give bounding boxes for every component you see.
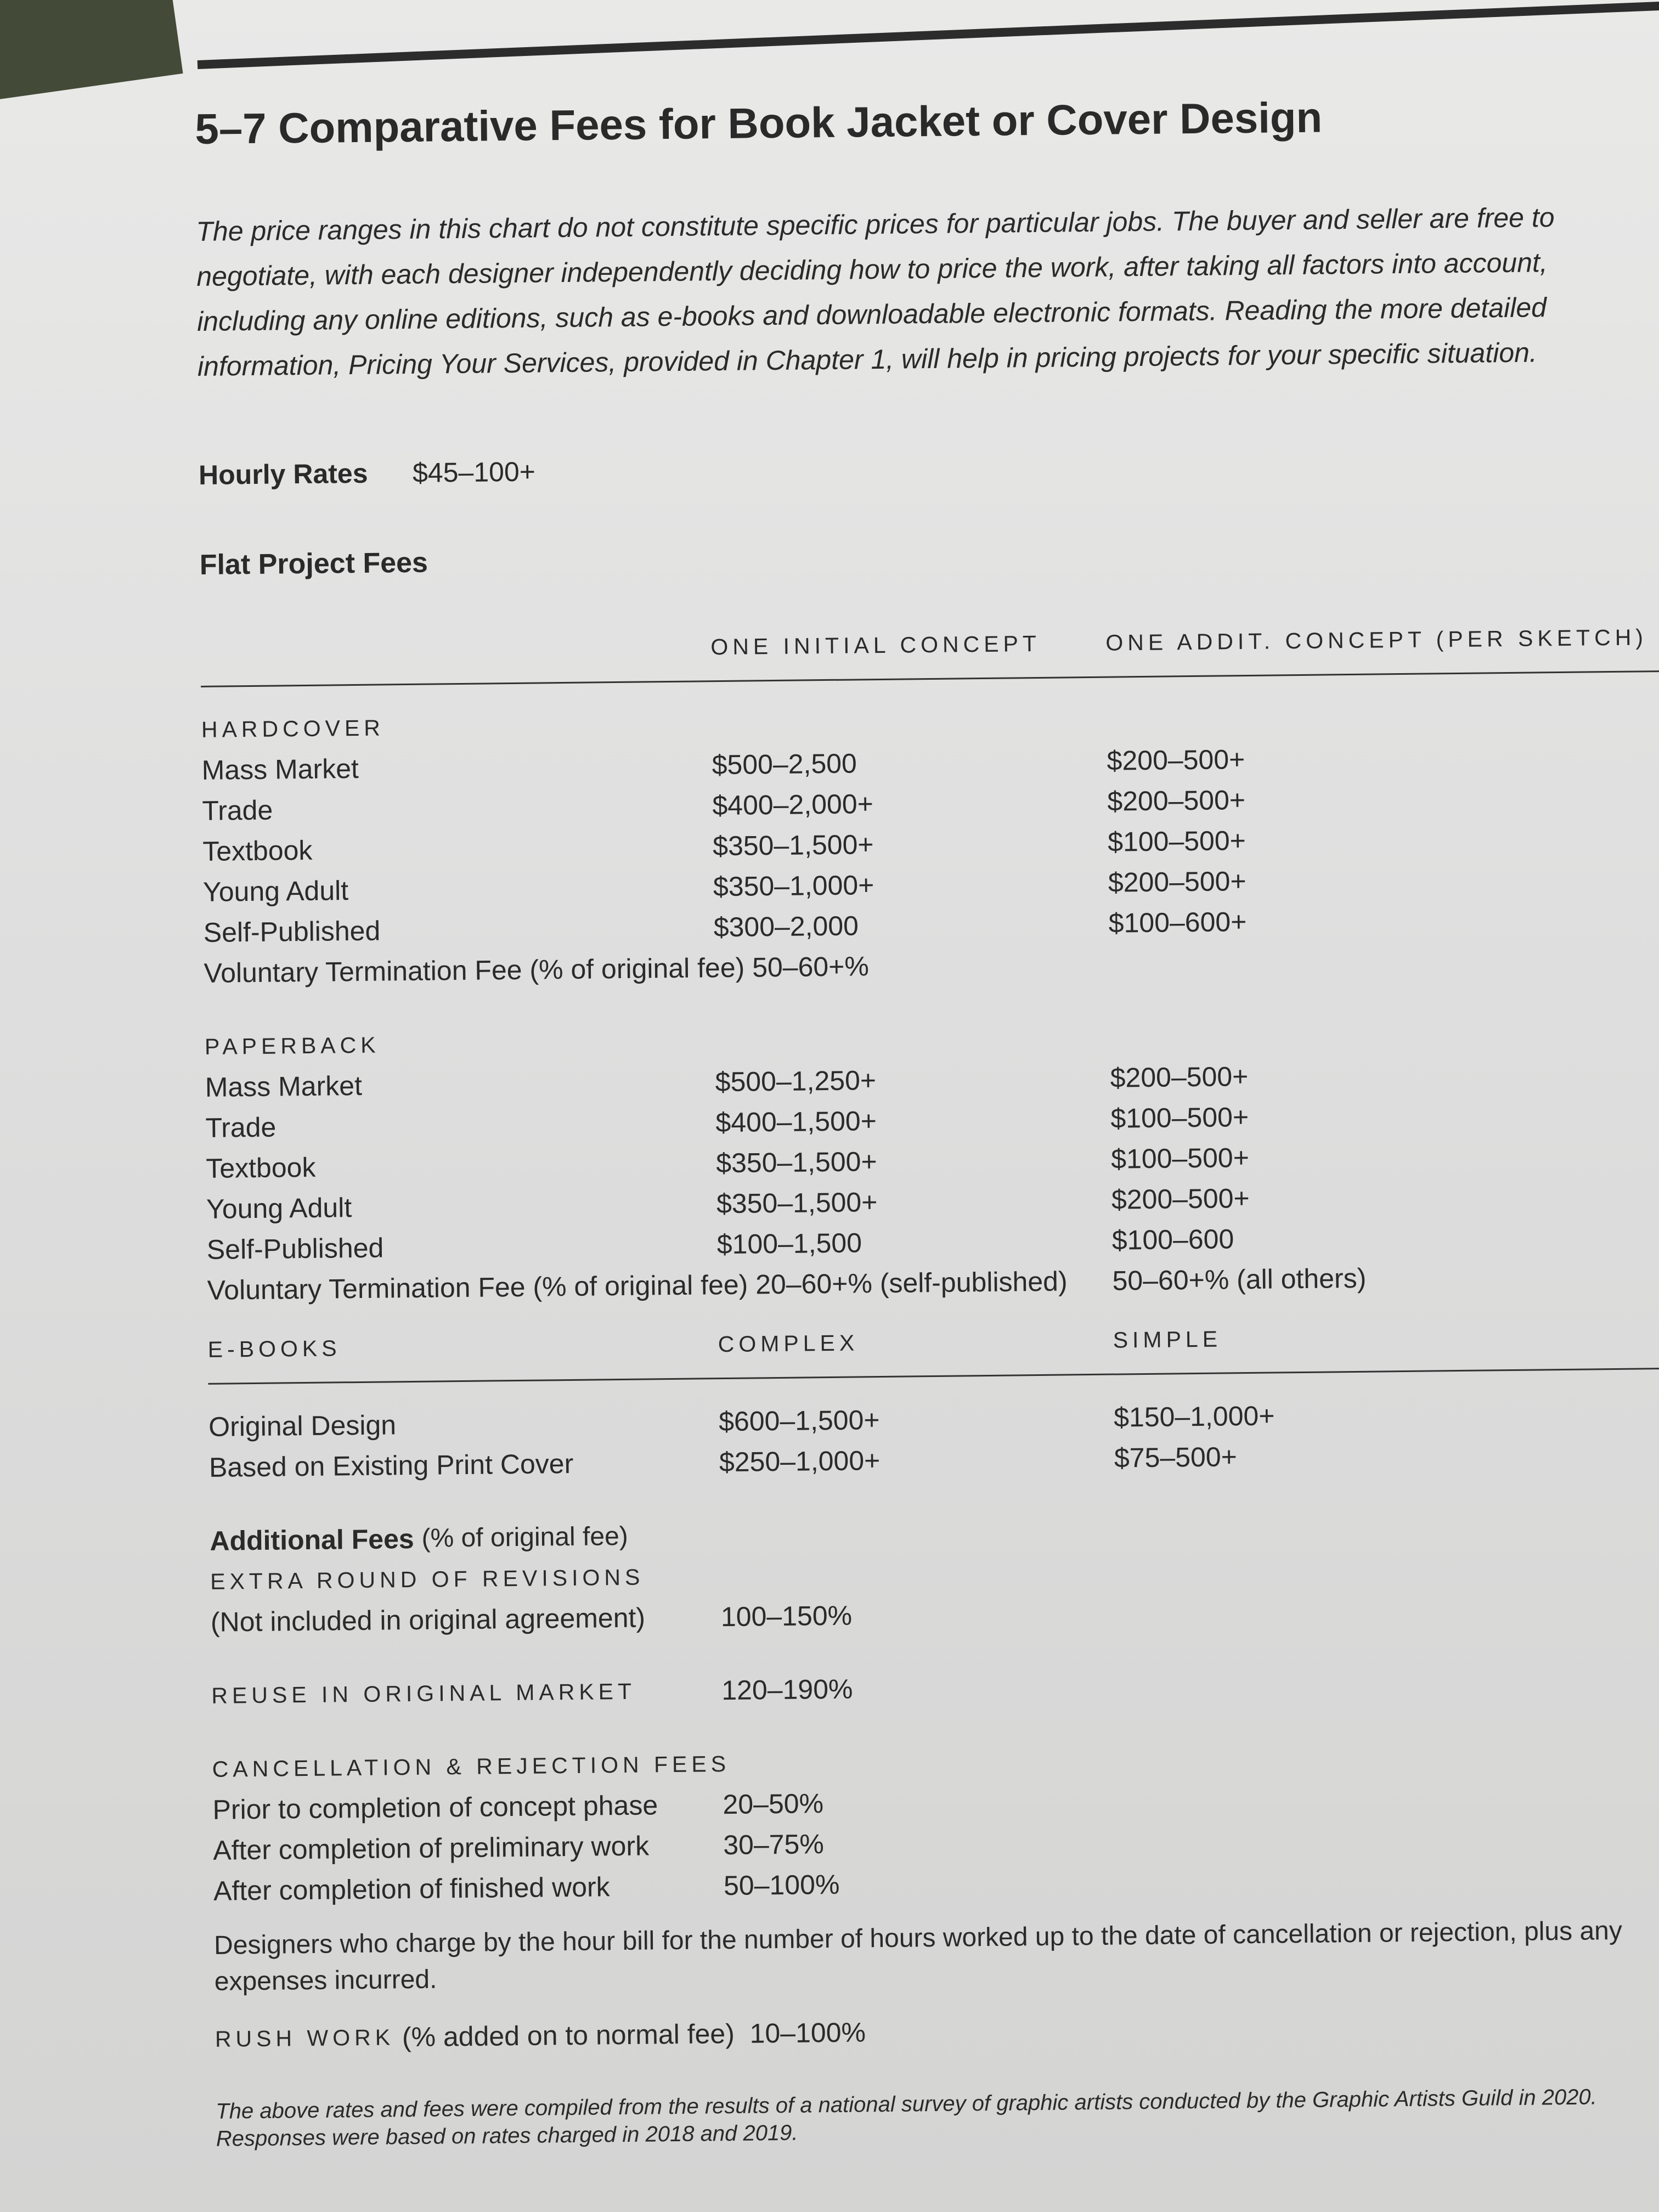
extra-round-value: 100–150% — [720, 1600, 853, 1633]
row-label: Textbook — [202, 834, 313, 867]
row-label: Mass Market — [201, 753, 359, 786]
survey-footnote: The above rates and fees were compiled from the results of a national survey of graphic artists conducted by the Graphic Artists Guild in 2020. Responses were based on rates charged in 2018 and 2019. — [216, 2085, 1598, 2151]
hourly-rates-label: Hourly Rates — [198, 458, 368, 490]
row-initial: $350–1,500+ — [715, 1146, 877, 1179]
row-initial: $500–2,500 — [712, 748, 857, 781]
row-value: 20–50% — [723, 1788, 824, 1820]
row-additional: $100–500+ — [1110, 1101, 1249, 1134]
hourly-rates-row — [199, 439, 1659, 495]
header-rule — [201, 670, 1659, 687]
row-additional: $200–500+ — [1108, 866, 1246, 898]
col-initial-concept: ONE INITIAL CONCEPT — [710, 630, 1041, 660]
row-label: Trade — [205, 1111, 276, 1143]
row-label: Based on Existing Print Cover — [208, 1448, 574, 1483]
reuse-label: REUSE IN ORIGINAL MARKET — [211, 1678, 636, 1708]
row-label: Young Adult — [206, 1192, 352, 1224]
row-additional: $200–500+ — [1111, 1182, 1250, 1215]
ebooks-rule — [208, 1367, 1659, 1384]
column-headers — [200, 616, 1659, 672]
row-additional: $100–500+ — [1110, 1142, 1250, 1175]
additional-fees-title: Additional Fees — [210, 1523, 414, 1556]
additional-fees-sub: (% of original fee) — [421, 1521, 628, 1553]
termination-value: 50–60+% — [752, 951, 870, 983]
col-additional-concept: ONE ADDIT. CONCEPT (PER SKETCH) — [1105, 624, 1648, 656]
row-additional: $100–600 — [1111, 1223, 1234, 1256]
top-rule — [198, 0, 1659, 69]
row-initial: $400–1,500+ — [715, 1105, 877, 1138]
row-label: Prior to completion of concept phase — [212, 1790, 658, 1825]
extra-round-sub: (Not included in original agreement) — [210, 1602, 646, 1638]
reuse-value: 120–190% — [721, 1673, 853, 1706]
row-complex: $250–1,000+ — [719, 1445, 881, 1478]
rush-value: 10–100% — [749, 2017, 866, 2049]
termination-label: Voluntary Termination Fee (% of original fee) — [207, 1269, 748, 1306]
intro-paragraph: The price ranges in this chart do not constitute specific prices for particular jobs. The buyer and seller are free to negotiate, with each designer independently deciding how to price the work, after taking all factors into account, including any online editions, such as e-books and downloadable electronic formats. Reading the more detailed information, Pricing Your Services, provided in Chapter 1, will help in pricing projects for your specific situation. — [196, 202, 1555, 382]
page-title: 5–7 Comparative Fees for Book Jacket or Cover Design — [195, 93, 1323, 153]
rush-label: RUSH WORK — [215, 2024, 395, 2052]
row-initial: $500–1,250+ — [715, 1065, 877, 1098]
row-initial: $350–1,500+ — [712, 829, 874, 862]
rush-sub: (% added on to normal fee) — [402, 2018, 735, 2053]
row-label: Trade — [202, 794, 273, 826]
row-initial: $100–1,500 — [716, 1227, 862, 1260]
col-complex: COMPLEX — [718, 1330, 859, 1357]
cancellation-heading: CANCELLATION & REJECTION FEES — [212, 1751, 731, 1782]
flat-fees-heading: Flat Project Fees — [199, 546, 428, 581]
row-initial: $350–1,500+ — [716, 1187, 878, 1220]
row-complex: $600–1,500+ — [718, 1404, 880, 1437]
paperback-heading: PAPERBACK — [204, 1032, 380, 1059]
page-content — [195, 89, 1659, 2175]
row-initial: $350–1,000+ — [713, 870, 874, 902]
termination-value-others: 50–60+% (all others) — [1112, 1262, 1367, 1296]
row-label: After completion of finished work — [213, 1871, 610, 1906]
row-additional: $200–500+ — [1107, 785, 1246, 817]
extra-round-label: EXTRA ROUND OF REVISIONS — [210, 1564, 645, 1594]
col-simple: SIMPLE — [1113, 1326, 1222, 1353]
row-label: Self-Published — [206, 1232, 384, 1265]
row-additional: $200–500+ — [1110, 1060, 1249, 1093]
row-additional: $100–600+ — [1108, 906, 1247, 939]
row-additional: $100–500+ — [1107, 825, 1246, 857]
row-initial: $400–2,000+ — [712, 788, 874, 821]
termination-label: Voluntary Termination Fee (% of original fee) — [204, 952, 745, 989]
hardcover-heading: HARDCOVER — [201, 715, 385, 742]
row-label: Textbook — [206, 1152, 316, 1184]
ebooks-heading: E-BOOKS — [207, 1335, 341, 1362]
row-value: 30–75% — [723, 1829, 825, 1861]
hourly-rates-value: $45–100+ — [412, 456, 536, 488]
row-simple: $75–500+ — [1114, 1441, 1238, 1474]
row-label: After completion of preliminary work — [213, 1830, 650, 1866]
row-additional: $200–500+ — [1107, 744, 1245, 776]
row-simple: $150–1,000+ — [1113, 1400, 1275, 1433]
hourly-cancellation-note: Designers who charge by the hour bill for the number of hours worked up to the date of cancellation or rejection, plus any expenses incurred. — [213, 1916, 1623, 1996]
row-label: Mass Market — [205, 1070, 363, 1103]
row-label: Self-Published — [203, 915, 381, 948]
row-value: 50–100% — [723, 1869, 840, 1901]
row-label: Original Design — [208, 1409, 397, 1442]
row-label: Young Adult — [202, 875, 349, 907]
row-initial: $300–2,000 — [713, 910, 859, 943]
termination-value: 20–60+% (self-published) — [755, 1266, 1068, 1300]
